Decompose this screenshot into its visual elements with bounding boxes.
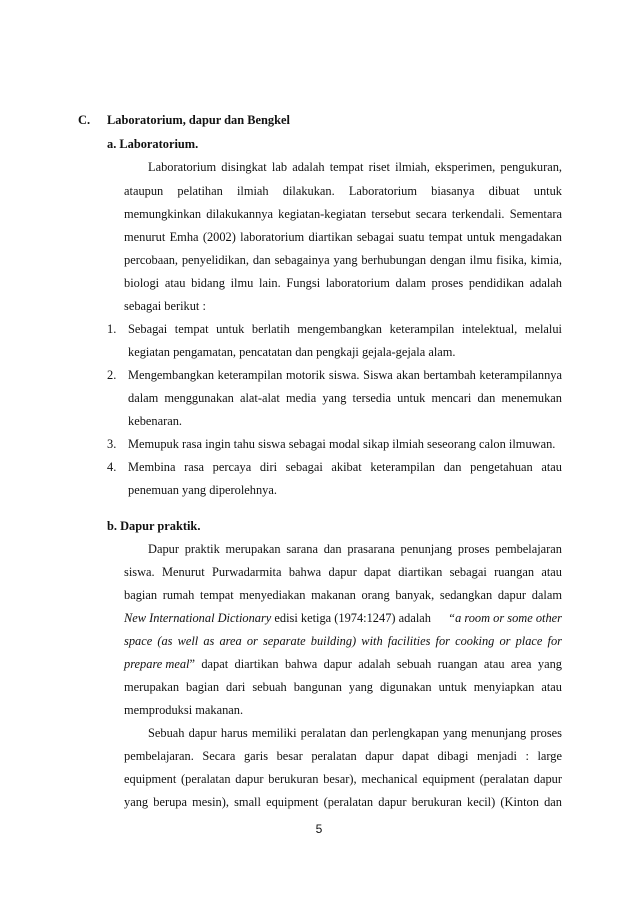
paragraph-line: percobaan, penyelidikan, dan sebagainya yang berhubungan dengan ilmu fisika, kimia, xyxy=(124,253,562,267)
subsection-a-heading: a. Laboratorium. xyxy=(107,137,199,151)
page-number: 5 xyxy=(315,822,323,836)
list-item-line: dalam menggunakan alat-alat media yang tersedia untuk mencari dan menemukan xyxy=(128,391,562,405)
italic-quote-end: prepare meal xyxy=(124,657,190,671)
list-item-line: kebenaran. xyxy=(128,414,183,428)
paragraph-line: Laboratorium disingkat lab adalah tempat riset ilmiah, eksperimen, pengukuran, xyxy=(148,160,562,174)
paragraph-line: ataupun pelatihan ilmiah dilakukan. Laboratorium biasanya dibuat untuk xyxy=(124,184,562,198)
paragraph-line xyxy=(124,610,562,626)
paragraph-line: menurut Emha (2002) laboratorium diartikan sebagai suatu tempat untuk mengadakan xyxy=(124,230,562,244)
list-item-line: penemuan yang diperolehnya. xyxy=(128,483,277,497)
paragraph-line: Sebuah dapur harus memiliki peralatan dan perlengkapan yang menunjang proses xyxy=(148,726,562,740)
paragraph-line: bagian rumah tempat menyediakan makanan orang banyak, sedangkan dapur dalam xyxy=(124,588,562,602)
list-number: 1. xyxy=(107,322,117,336)
italic-quote: “a room or some other xyxy=(448,611,562,625)
paragraph-line: biologi atau bidang ilmu lain. Fungsi laboratorium dalam proses pendidikan adalah xyxy=(124,276,562,290)
paragraph-line: equipment (peralatan dapur berukuran besar), mechanical equipment (peralatan dapur xyxy=(124,772,562,786)
paragraph-line: yang berupa mesin), small equipment (peralatan dapur berukuran kecil) (Kinton dan xyxy=(124,795,562,809)
paragraph-line: Dapur praktik merupakan sarana dan prasarana penunjang proses pembelajaran xyxy=(148,542,562,556)
paragraph-line: siswa. Menurut Purwadarmita bahwa dapur dapat diartikan sebagai ruangan atau xyxy=(124,565,562,579)
section-letter: C. xyxy=(78,113,91,127)
list-number: 3. xyxy=(107,437,117,451)
paragraph-line: memproduksi makanan. xyxy=(124,703,244,717)
italic-title: New International Dictionary xyxy=(124,611,272,625)
paragraph-line: merupakan bagian dari sebuah bangunan yang digunakan untuk menyiapkan atau xyxy=(124,680,562,694)
list-number: 2. xyxy=(107,368,117,382)
list-number: 4. xyxy=(107,460,117,474)
paragraph-line: space (as well as area or separate building) with facilities for cooking or place for xyxy=(124,634,562,648)
list-item-line: Membina rasa percaya diri sebagai akibat keterampilan dan pengetahuan atau xyxy=(128,460,562,474)
subsection-b-heading: b. Dapur praktik. xyxy=(107,519,201,533)
list-item-line: Mengembangkan keterampilan motorik siswa. Siswa akan bertambah keterampilannya xyxy=(128,368,562,382)
list-item-line: Memupuk rasa ingin tahu siswa sebagai modal sikap ilmiah seseorang calon ilmuwan. xyxy=(128,437,556,451)
list-item-line: Sebagai tempat untuk berlatih mengembangkan keterampilan intelektual, melalui xyxy=(128,322,562,336)
paragraph-line: memungkinkan dilakukannya kegiatan-kegiatan tersebut secara terkendali. Sementara xyxy=(124,207,562,221)
paragraph-line xyxy=(124,656,562,672)
paragraph-line: sebagai berikut : xyxy=(124,299,206,313)
text-span: ” dapat diartikan bahwa dapur adalah sebuah ruangan atau area yang xyxy=(189,657,562,671)
text-span: edisi ketiga (1974:1247) adalah xyxy=(271,611,435,625)
list-item-line: kegiatan pengamatan, pencatatan dan pengkaji gejala-gejala alam. xyxy=(128,345,456,359)
paragraph-line: pembelajaran. Secara garis besar peralatan dapur dapat dibagi menjadi : large xyxy=(124,749,562,763)
section-title: Laboratorium, dapur dan Bengkel xyxy=(107,113,290,127)
